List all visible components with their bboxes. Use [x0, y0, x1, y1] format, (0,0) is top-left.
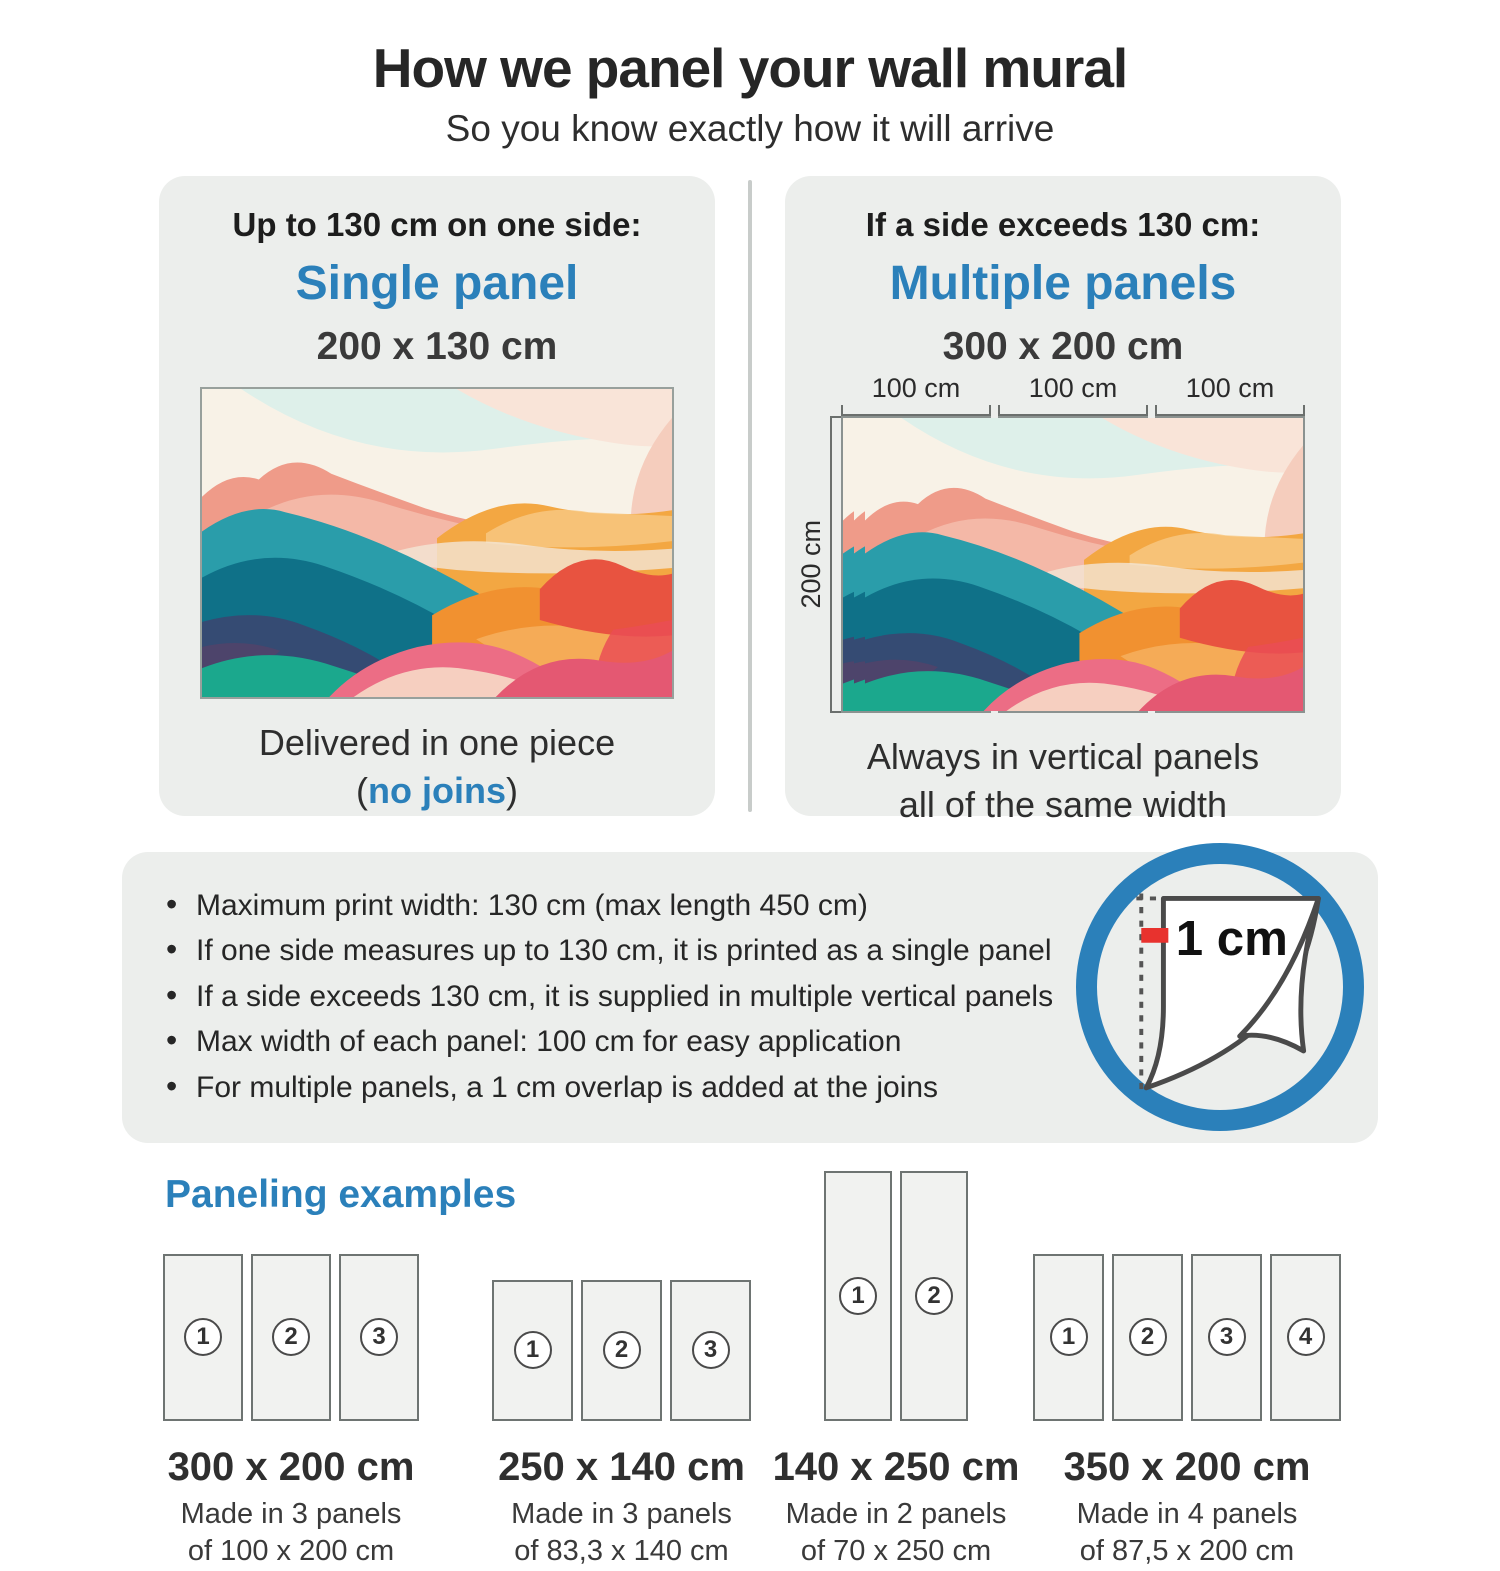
- width-label-2: 100 cm: [1028, 373, 1118, 403]
- panel-number-badge: 1: [1050, 1318, 1088, 1356]
- mural-panel-strips: [841, 416, 1305, 713]
- examples-row: [163, 1171, 1500, 1570]
- page-header: [0, 0, 1500, 150]
- width-bracket-1: [841, 405, 991, 416]
- width-measurements: [841, 373, 1341, 416]
- info-bullet-2: • If one side measures up to 130 cm, it is printed as a single panel: [162, 933, 1078, 968]
- example-size: 350 x 200 cm: [1063, 1444, 1311, 1489]
- example-panel: [339, 1254, 419, 1421]
- page-curl-icon: [1097, 864, 1343, 1110]
- single-panel-mural-image: [200, 387, 674, 699]
- panel-number-badge: 2: [1129, 1318, 1167, 1356]
- panel-number-badge: 1: [839, 1277, 877, 1315]
- panel-number-badge: 3: [1208, 1318, 1246, 1356]
- example-detail-1: Made in 4 panels: [1076, 1497, 1298, 1530]
- example-250x140: [492, 1171, 751, 1570]
- cards-divider: [748, 180, 752, 812]
- panel-number-badge: 1: [184, 1318, 222, 1356]
- example-panel: [163, 1254, 243, 1421]
- info-box: [122, 852, 1378, 1143]
- panel-number-badge: 1: [514, 1331, 552, 1369]
- example-panel: [492, 1280, 573, 1421]
- panel-number-badge: 3: [360, 1318, 398, 1356]
- width-label-1: 100 cm: [871, 373, 961, 403]
- multiple-panels-heading: Multiple panels: [889, 257, 1237, 310]
- info-bullet-5: • For multiple panels, a 1 cm overlap is added at the joins: [162, 1070, 1078, 1105]
- example-panel: [1033, 1254, 1104, 1421]
- example-panel: [581, 1280, 662, 1421]
- panel-number-badge: 2: [272, 1318, 310, 1356]
- example-detail-1: Made in 3 panels: [511, 1497, 732, 1530]
- panel-number-badge: 2: [603, 1331, 641, 1369]
- width-bracket-2: [998, 405, 1148, 416]
- caption-line2: all of the same width: [898, 783, 1228, 825]
- example-panel: [1270, 1254, 1341, 1421]
- example-panel: [900, 1171, 968, 1421]
- single-panel-heading: Single panel: [295, 257, 579, 310]
- example-size: 250 x 140 cm: [498, 1444, 745, 1489]
- caption-paren-open: (: [356, 769, 368, 811]
- multiple-panels-size: 300 x 200 cm: [942, 325, 1184, 368]
- single-panel-card: [159, 176, 715, 816]
- info-bullet-1: • Maximum print width: 130 cm (max length 450 cm): [162, 888, 1078, 923]
- panel-number-badge: 4: [1287, 1318, 1325, 1356]
- overlap-size-label: 1 cm: [1175, 911, 1288, 967]
- paneling-examples-section: [0, 1171, 1500, 1571]
- example-detail-2: of 83,3 x 140 cm: [514, 1535, 729, 1568]
- caption-paren-close: ): [506, 769, 518, 811]
- multiple-panels-caption: [785, 733, 1341, 828]
- caption-line1: Delivered in one piece: [258, 722, 616, 763]
- info-bullet-4: • Max width of each panel: 100 cm for easy application: [162, 1024, 1078, 1059]
- multiple-panels-card: [785, 176, 1341, 825]
- example-size: 140 x 250 cm: [772, 1444, 1020, 1489]
- mural-strip-image-3: [1157, 418, 1303, 711]
- height-bracket: [830, 416, 841, 713]
- caption-no-joins: no joins: [368, 769, 506, 811]
- caption-line1: Always in vertical panels: [866, 736, 1260, 777]
- example-panel: [1191, 1254, 1262, 1421]
- example-panel: [670, 1280, 751, 1421]
- width-bracket-3: [1155, 405, 1305, 416]
- multiple-panels-condition: If a side exceeds 130 cm:: [865, 206, 1261, 243]
- example-detail-1: Made in 3 panels: [180, 1497, 402, 1530]
- example-140x250: [772, 1171, 1020, 1570]
- example-size: 300 x 200 cm: [167, 1444, 415, 1489]
- single-panel-caption: [159, 719, 715, 814]
- example-panel: [251, 1254, 331, 1421]
- example-panel: [1112, 1254, 1183, 1421]
- panel-number-badge: 2: [915, 1277, 953, 1315]
- panel-cards-row: [0, 176, 1500, 825]
- single-panel-condition: Up to 130 cm on one side:: [232, 206, 642, 243]
- height-measurement: [787, 416, 841, 713]
- multiple-panels-figure: [785, 373, 1341, 713]
- info-bullet-3: • If a side exceeds 130 cm, it is supplied in multiple vertical panels: [162, 979, 1078, 1014]
- width-label-3: 100 cm: [1185, 373, 1275, 403]
- info-bullet-list: [162, 888, 1078, 1105]
- example-panel: [824, 1171, 892, 1421]
- page-title: How we panel your wall mural: [372, 37, 1128, 99]
- mural-strip-3: [1155, 416, 1305, 713]
- example-detail-1: Made in 2 panels: [785, 1497, 1007, 1530]
- panel-number-badge: 3: [692, 1331, 730, 1369]
- page-subtitle: So you know exactly how it will arrive: [445, 108, 1055, 149]
- example-350x200: [1041, 1171, 1333, 1570]
- example-detail-2: of 100 x 200 cm: [187, 1535, 395, 1568]
- example-detail-2: of 87,5 x 200 cm: [1079, 1535, 1295, 1568]
- mural-image: [202, 389, 672, 697]
- example-300x200: [163, 1171, 419, 1570]
- height-label: 200 cm: [796, 520, 826, 609]
- example-detail-2: of 70 x 250 cm: [800, 1535, 992, 1568]
- paneling-examples-heading: Paneling examples: [165, 1172, 517, 1216]
- single-panel-size: 200 x 130 cm: [316, 325, 558, 368]
- overlap-badge: [1076, 843, 1364, 1131]
